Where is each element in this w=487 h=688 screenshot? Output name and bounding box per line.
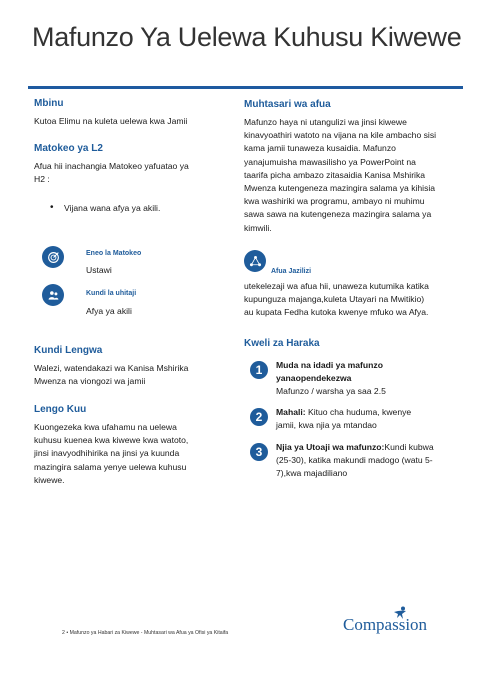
- fact-1-line3: Mafunzo / warsha ya saa 2.5: [276, 386, 386, 397]
- fact-number-1: 1: [250, 361, 268, 379]
- matokeo-section: [34, 143, 234, 186]
- muhtasari-line: taarifa picha ambazo zitasaidia Kanisa Mshirika: [244, 169, 426, 180]
- jazilizi-line: kupunguza majanga,kuleta Utayari na Mwitikio): [244, 294, 425, 305]
- lengo-line: kuhusu kuenea kwa kiwewe kwa watoto,: [34, 435, 189, 446]
- lengo-section: [34, 404, 234, 487]
- muhtasari-line: kwa washiriki wa programu, ambayo ni muhimu: [244, 196, 425, 207]
- fact-3-line2: (25-30), katika makundi madogo (watu 5-: [276, 455, 433, 466]
- page-title: Mafunzo Ya Uelewa Kuhusu Kiwewe: [32, 22, 462, 52]
- muhtasari-line: sawa sawa na kutengeneza mazingira salama ya: [244, 209, 432, 220]
- muhtasari-line: Mafunzo haya ni utangulizi wa jinsi kiwewe: [244, 117, 407, 127]
- lengo-line: jinsi inavyodhihirika na jinsi ya kuunda: [34, 448, 180, 459]
- matokeo-text-line2: H2 :: [34, 174, 50, 185]
- eneo-value: Ustawi: [86, 265, 112, 275]
- kweli-heading: Kweli za Haraka: [244, 338, 320, 349]
- muhtasari-line: kama jamii tunaweza kusaidia. Mafunzo: [244, 143, 396, 154]
- mbinu-section: [34, 98, 187, 128]
- fact-2-bold: Mahali:: [276, 407, 306, 417]
- kundi-label: Kundi la uhitaji: [86, 290, 137, 297]
- lengo-line: mazingira salama yenye uelewa kuhusu: [34, 461, 187, 472]
- fact-number-2: 2: [250, 408, 268, 426]
- jazilizi-line: au kupata Fedha kutoka kwenye mfuko wa Afya.: [244, 307, 429, 318]
- jazilizi-line: utekelezaji wa afua hii, unaweza kutumika katika: [244, 281, 429, 291]
- fact-number-3: 3: [250, 443, 268, 461]
- lengo-line: Kuongezeka kwa ufahamu na uelewa: [34, 422, 177, 432]
- mbinu-text: Kutoa Elimu na kuleta uelewa kwa Jamii: [34, 116, 188, 126]
- matokeo-bullet: • Vijana wana afya ya akili.: [64, 203, 160, 213]
- muhtasari-heading: Muhtasari wa afua: [244, 99, 331, 110]
- muhtasari-section: [244, 99, 469, 235]
- fact-1-bold-line1: Muda na idadi ya mafunzo: [276, 360, 383, 370]
- compassion-logo: Compassion: [343, 615, 428, 634]
- muhtasari-line: kinavyoathiri watoto na vijana na kile ambacho sisi: [244, 130, 437, 141]
- fact-3-bold: Njia ya Utoaji wa mafunzo:: [276, 442, 385, 452]
- lengo-heading: Lengo Kuu: [34, 404, 87, 415]
- fact-3: [276, 441, 468, 481]
- muhtasari-line: yanajumuisha mawasilisho ya PowerPoint na: [244, 156, 416, 167]
- title-divider: [28, 86, 463, 89]
- fact-1-bold-line2: yanaopendekezwa: [276, 373, 352, 384]
- people-icon: [42, 284, 64, 306]
- muhtasari-line: kimwili.: [244, 222, 272, 233]
- eneo-label: Eneo la Matokeo: [86, 250, 142, 257]
- fact-2-rest: Kituo cha huduma, kwenye: [305, 407, 412, 417]
- network-icon: [244, 250, 266, 272]
- page-footer: 2 • Mafunzo ya Habari za Kiwewe - Muhtasari wa Afua ya Ofisi ya Kitaifa: [62, 630, 229, 636]
- fact-2: [276, 406, 466, 432]
- mbinu-heading: Mbinu: [34, 98, 64, 109]
- muhtasari-line: Mwenza kutengeneza mazingira salama ya kihisia: [244, 183, 436, 194]
- jazilizi-label: Afua Jazilizi: [271, 268, 312, 275]
- lengwa-section: [34, 345, 234, 388]
- fact-1: [276, 359, 466, 399]
- lengo-line: kiwewe.: [34, 474, 65, 485]
- fact-3-rest: Kundi kubwa: [384, 442, 434, 452]
- fact-2-line2: jamii, kwa njia ya mtandao: [276, 420, 377, 431]
- matokeo-text-line1: Afua hii inachangia Matokeo yafuatao ya: [34, 161, 189, 171]
- target-icon: [42, 246, 64, 268]
- lengwa-line1: Walezi, watendakazi wa Kanisa Mshirika: [34, 363, 189, 373]
- lengwa-line2: Mwenza na viongozi wa jamii: [34, 376, 146, 387]
- matokeo-heading: Matokeo ya L2: [34, 143, 103, 154]
- fact-3-line3: 7),kwa majadiliano: [276, 468, 348, 479]
- jazilizi-section: [244, 280, 469, 320]
- lengwa-heading: Kundi Lengwa: [34, 345, 103, 356]
- kundi-value: Afya ya akili: [86, 306, 132, 316]
